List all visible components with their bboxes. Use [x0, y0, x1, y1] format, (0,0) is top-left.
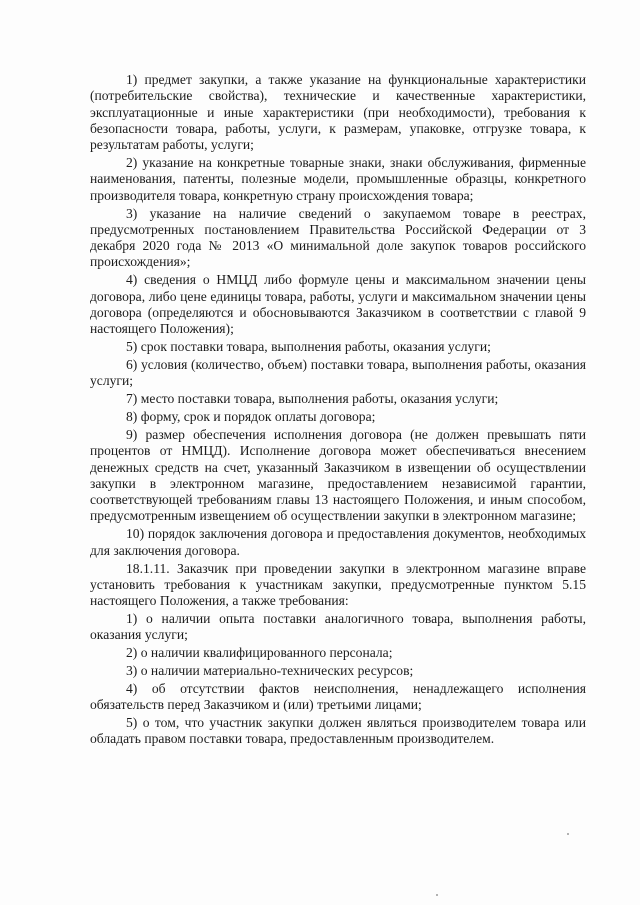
requirement-item-2: 2) о наличии квалифицированного персонала; [126, 645, 393, 661]
paragraph-item-2: 2) указание на конкретные товарные знаки, знаки обслуживания, фирменные наименования, патенты, полезные модели, промышленные образцы, конкретного производителя товара, конкретную страну происхождения товара; [90, 155, 586, 203]
requirement-item-3: 3) о наличии материально-технических ресурсов; [126, 663, 414, 679]
paragraph-item-6: 6) условия (количество, объем) поставки товара, выполнения работы, оказания услуги; [90, 357, 586, 389]
paragraph-item-3: 3) указание на наличие сведений о закупаемом товаре в реестрах, предусмотренных постановлением Правительства Российской Федерации от 3 декабря 2020 года № 2013 «О минимальной доле закупок товаров российского происхождения»; [90, 205, 586, 270]
paragraph-item-8: 8) форму, срок и порядок оплаты договора; [126, 409, 376, 425]
requirement-item-1: 1) о наличии опыта поставки аналогичного товара, выполнения работы, оказания услуги; [90, 611, 586, 643]
paragraph-item-1: 1) предмет закупки, а также указание на функциональные характеристики (потребительские свойства), технические и качественные характеристики, эксплуатационные и иные характеристики (при необходимости), требования к безопасности товара, работы, услуги, к размерам, упаковке, отгрузке товара, к результатам работы, услуги; [90, 72, 586, 153]
paragraph-item-10: 10) порядок заключения договора и предоставления документов, необходимых для заключения договора. [90, 526, 586, 558]
requirement-item-5: 5) о том, что участник закупки должен являться производителем товара или обладать правом поставки товара, предоставленным производителем. [90, 715, 586, 747]
scan-speck [436, 894, 438, 896]
requirement-item-4: 4) об отсутствии фактов неисполнения, ненадлежащего исполнения обязательств перед Заказчиком и (или) третьими лицами; [90, 681, 586, 713]
paragraph-item-7: 7) место поставки товара, выполнения работы, оказания услуги; [126, 391, 499, 407]
paragraph-section-18-1-11: 18.1.11. Заказчик при проведении закупки в электронном магазине вправе установить требования к участникам закупки, предусмотренные пунктом 5.15 настоящего Положения, а также требования: [90, 560, 586, 609]
document-body [90, 72, 586, 749]
paragraph-item-4: 4) сведения о НМЦД либо формуле цены и максимальном значении цены договора, либо цене единицы товара, работы, услуги и максимальном значении цены договора (определяются и обосновываются Заказчиком в соответствии с главой 9 настоящего Положения); [90, 272, 586, 337]
paragraph-item-9: 9) размер обеспечения исполнения договора (не должен превышать пяти процентов от НМЦД). Исполнение договора может обеспечиваться внесением денежных средств на счет, указанный Заказчиком в извещении об осуществлении закупки в электронном магазине, предоставлением независимой гарантии, соответствующей требованиям главы 13 настоящего Положения, и иным способом, предусмотренным извещением об осуществлении закупки в электронном магазине; [90, 426, 586, 524]
paragraph-item-5: 5) срок поставки товара, выполнения работы, оказания услуги; [126, 339, 491, 355]
scan-speck [567, 833, 569, 835]
